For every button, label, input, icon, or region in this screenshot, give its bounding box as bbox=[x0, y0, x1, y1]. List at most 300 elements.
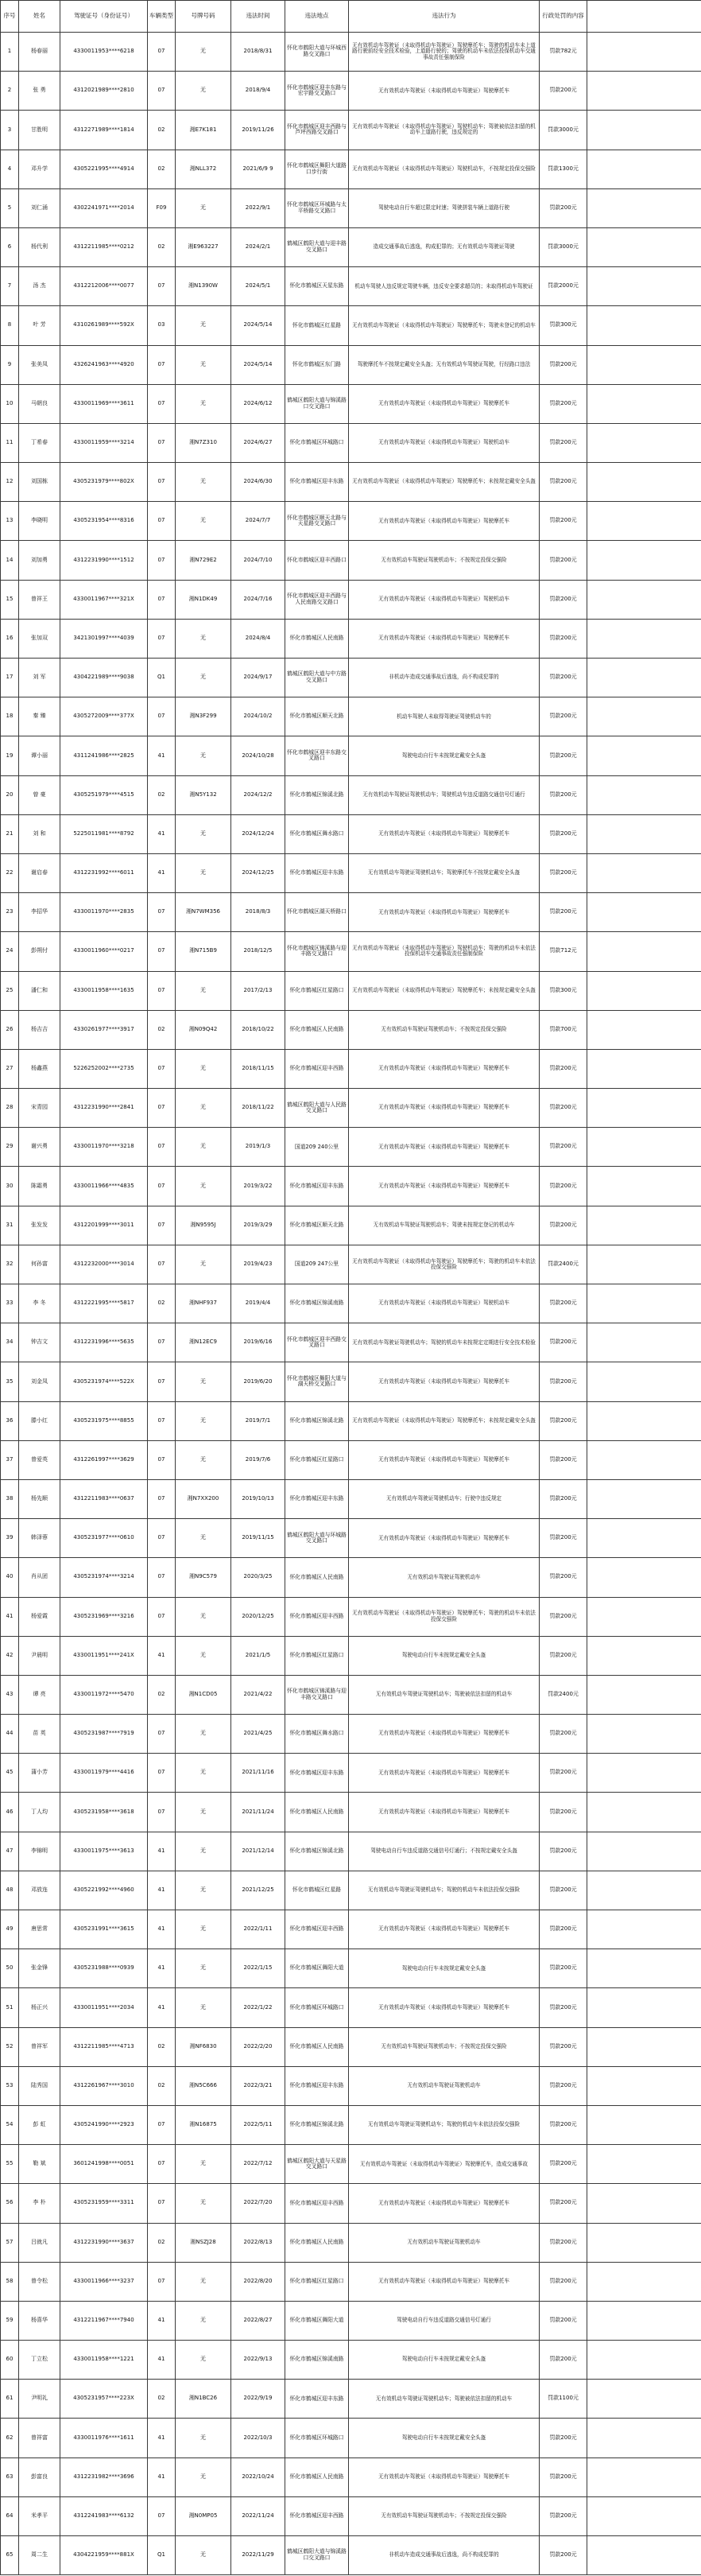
cell-act: 无有效机动车驾驶证（未取得机动车驾驶证）驾驶摩托车；驾驶未登记的机动车 bbox=[349, 306, 540, 345]
cell-spacer bbox=[587, 1010, 701, 1049]
cell-time: 2021/12/14 bbox=[231, 1832, 285, 1871]
cell-plate: 无 bbox=[176, 2145, 231, 2184]
table-row bbox=[1, 853, 701, 892]
cell-license: 4330011979****4416 bbox=[60, 1754, 148, 1793]
cell-spacer bbox=[587, 1479, 701, 1518]
cell-vehicle-class: Q1 bbox=[148, 659, 176, 697]
cell-seq: 57 bbox=[1, 2223, 19, 2262]
cell-plate: 无 bbox=[176, 853, 231, 892]
cell-seq: 23 bbox=[1, 893, 19, 932]
cell-time: 2022/9/1 bbox=[231, 188, 285, 227]
cell-name: 叶 芳 bbox=[19, 306, 60, 345]
cell-place: 怀化市鹤城区环城路口 bbox=[285, 423, 349, 462]
cell-plate: 湘N16875 bbox=[176, 2105, 231, 2144]
cell-vehicle-class: 41 bbox=[148, 1949, 176, 1988]
cell-plate: 无 bbox=[176, 1636, 231, 1675]
cell-name: 杨吉吉 bbox=[19, 1010, 60, 1049]
cell-seq: 41 bbox=[1, 1597, 19, 1636]
cell-act: 无有效机动车驾驶证（未取得机动车驾驶证）驾驶摩托车 bbox=[349, 2262, 540, 2301]
cell-act: 无有效机动车驾驶证驾驶机动车 bbox=[349, 1558, 540, 1597]
cell-name: 李 朴 bbox=[19, 2184, 60, 2223]
table-row bbox=[1, 1949, 701, 1988]
cell-spacer bbox=[587, 227, 701, 266]
cell-penalty: 罚款200元 bbox=[540, 2341, 587, 2380]
cell-time: 2024/8/4 bbox=[231, 619, 285, 658]
table-row bbox=[1, 2341, 701, 2380]
cell-license: 4305241990****2923 bbox=[60, 2105, 148, 2144]
header-seq: 序号 bbox=[1, 1, 19, 33]
cell-act: 无有效机动车驾驶证（未取得机动车驾驶证）驾驶摩托车；未按规定戴安全头盔 bbox=[349, 463, 540, 502]
cell-name: 尹明礼 bbox=[19, 2380, 60, 2419]
cell-penalty: 罚款200元 bbox=[540, 1049, 587, 1088]
cell-spacer bbox=[587, 72, 701, 111]
cell-vehicle-class: 41 bbox=[148, 736, 176, 775]
cell-act: 无有效机动车驾驶证（未取得机动车驾驶证）驾驶摩托车 bbox=[349, 814, 540, 853]
cell-place: 国道209 240公里 bbox=[285, 1128, 349, 1167]
cell-act: 非机动车造成交通事故后逃逸，尚不构成犯罪的 bbox=[349, 2536, 540, 2575]
cell-time: 2024/6/27 bbox=[231, 423, 285, 462]
cell-seq: 63 bbox=[1, 2457, 19, 2496]
cell-penalty: 罚款200元 bbox=[540, 345, 587, 384]
cell-penalty: 罚款200元 bbox=[540, 1832, 587, 1871]
cell-spacer bbox=[587, 2341, 701, 2380]
cell-license: 4312231996****5635 bbox=[60, 1323, 148, 1362]
cell-penalty: 罚款200元 bbox=[540, 1519, 587, 1558]
cell-vehicle-class: 07 bbox=[148, 502, 176, 541]
cell-license: 4330011966****3237 bbox=[60, 2262, 148, 2301]
cell-penalty: 罚款1100元 bbox=[540, 2380, 587, 2419]
cell-seq: 48 bbox=[1, 1871, 19, 1910]
cell-vehicle-class: 07 bbox=[148, 1793, 176, 1832]
cell-penalty: 罚款200元 bbox=[540, 1558, 587, 1597]
cell-place: 怀化市鹤城区东门路 bbox=[285, 345, 349, 384]
cell-act: 无有效机动车驾驶证（未取得机动车驾驶证）驾驶摩托车 bbox=[349, 1440, 540, 1479]
cell-spacer bbox=[587, 2536, 701, 2575]
cell-time: 2019/4/4 bbox=[231, 1284, 285, 1323]
cell-penalty: 罚款200元 bbox=[540, 2184, 587, 2223]
cell-name: 韩泽蓉 bbox=[19, 1519, 60, 1558]
cell-license: 4312231982****3696 bbox=[60, 2457, 148, 2496]
cell-seq: 8 bbox=[1, 306, 19, 345]
cell-license: 4305231959****3311 bbox=[60, 2184, 148, 2223]
cell-seq: 22 bbox=[1, 853, 19, 892]
table-row bbox=[1, 111, 701, 150]
cell-name: 秦 臻 bbox=[19, 697, 60, 736]
cell-plate: 湘NLL372 bbox=[176, 150, 231, 188]
cell-license: 4330011976****1611 bbox=[60, 2419, 148, 2457]
cell-place: 鹤城区鹤阳大道与锦溪路口交叉路口 bbox=[285, 384, 349, 423]
cell-vehicle-class: 41 bbox=[148, 1871, 176, 1910]
cell-name: 丁希春 bbox=[19, 423, 60, 462]
cell-name: 陈霜勇 bbox=[19, 1167, 60, 1206]
cell-name: 周二生 bbox=[19, 2536, 60, 2575]
cell-seq: 28 bbox=[1, 1089, 19, 1128]
table-row bbox=[1, 1401, 701, 1440]
cell-license: 4312211967****7940 bbox=[60, 2301, 148, 2340]
cell-name: 勒 斌 bbox=[19, 2145, 60, 2184]
cell-seq: 60 bbox=[1, 2341, 19, 2380]
cell-spacer bbox=[587, 1558, 701, 1597]
cell-place: 怀化市鹤城区舞阳大道 bbox=[285, 1949, 349, 1988]
cell-name: 刘金凤 bbox=[19, 1362, 60, 1401]
cell-plate: 无 bbox=[176, 659, 231, 697]
cell-act: 驾驶电动自行车超过限定时速；驾驶拼装车辆上道路行驶 bbox=[349, 188, 540, 227]
cell-seq: 21 bbox=[1, 814, 19, 853]
cell-name: 李锦明 bbox=[19, 1832, 60, 1871]
table-row bbox=[1, 2105, 701, 2144]
cell-place: 怀化市鹤城区锦溪北路 bbox=[285, 1832, 349, 1871]
cell-vehicle-class: 07 bbox=[148, 1206, 176, 1245]
cell-license: 4305251979****4515 bbox=[60, 775, 148, 814]
cell-license: 5225011981****8792 bbox=[60, 814, 148, 853]
cell-spacer bbox=[587, 1284, 701, 1323]
header-license: 驾驶证号（身份证号） bbox=[60, 1, 148, 33]
table-row bbox=[1, 736, 701, 775]
cell-place: 鹤城区鹤阳大道与锦溪路口交叉路口 bbox=[285, 2536, 349, 2575]
cell-license: 4330011959****3214 bbox=[60, 423, 148, 462]
cell-plate: 无 bbox=[176, 2536, 231, 2575]
cell-spacer bbox=[587, 1362, 701, 1401]
cell-spacer bbox=[587, 2419, 701, 2457]
cell-seq: 14 bbox=[1, 541, 19, 580]
cell-license: 4330011970****3218 bbox=[60, 1128, 148, 1167]
cell-spacer bbox=[587, 971, 701, 1010]
cell-vehicle-class: 07 bbox=[148, 72, 176, 111]
cell-time: 2024/7/10 bbox=[231, 541, 285, 580]
cell-time: 2019/7/6 bbox=[231, 1440, 285, 1479]
cell-plate: 无 bbox=[176, 1440, 231, 1479]
cell-act: 无有效机动车驾驶证驾驶机动车；不按规定投保交强险 bbox=[349, 2027, 540, 2066]
cell-time: 2024/2/1 bbox=[231, 227, 285, 266]
cell-time: 2021/11/24 bbox=[231, 1793, 285, 1832]
cell-name: 刘 军 bbox=[19, 659, 60, 697]
table-row bbox=[1, 1636, 701, 1675]
cell-license: 4312231990****2841 bbox=[60, 1089, 148, 1128]
cell-place: 怀化市鹤城区人民南路 bbox=[285, 2223, 349, 2262]
cell-plate: 无 bbox=[176, 1597, 231, 1636]
cell-place: 怀化市鹤城区舞水路口 bbox=[285, 1715, 349, 1754]
cell-name: 邓升学 bbox=[19, 150, 60, 188]
cell-place: 怀化市鹤城区人民南路 bbox=[285, 619, 349, 658]
cell-seq: 16 bbox=[1, 619, 19, 658]
cell-time: 2017/2/13 bbox=[231, 971, 285, 1010]
cell-seq: 38 bbox=[1, 1479, 19, 1518]
cell-seq: 54 bbox=[1, 2105, 19, 2144]
cell-penalty: 罚款200元 bbox=[540, 2301, 587, 2340]
cell-place: 鹤城区鹤阳大道与环城路交叉路口 bbox=[285, 1519, 349, 1558]
cell-vehicle-class: 07 bbox=[148, 384, 176, 423]
cell-vehicle-class: 07 bbox=[148, 1401, 176, 1440]
cell-place: 怀化市鹤城区舞水路口 bbox=[285, 814, 349, 853]
cell-penalty: 罚款200元 bbox=[540, 2457, 587, 2496]
cell-plate: 无 bbox=[176, 619, 231, 658]
cell-spacer bbox=[587, 1636, 701, 1675]
cell-penalty: 罚款200元 bbox=[540, 1401, 587, 1440]
cell-spacer bbox=[587, 1871, 701, 1910]
table-row bbox=[1, 33, 701, 72]
cell-plate: 湘N9C579 bbox=[176, 1558, 231, 1597]
cell-penalty: 罚款200元 bbox=[540, 2066, 587, 2105]
cell-plate: 无 bbox=[176, 1949, 231, 1988]
cell-seq: 2 bbox=[1, 72, 19, 111]
cell-penalty: 罚款200元 bbox=[540, 619, 587, 658]
cell-time: 2022/1/22 bbox=[231, 1988, 285, 2027]
cell-place: 怀化市鹤城区迎丰西路 bbox=[285, 1910, 349, 1949]
table-row bbox=[1, 1206, 701, 1245]
cell-plate: 无 bbox=[176, 2457, 231, 2496]
cell-act: 驾驶摩托车不按规定戴安全头盔；无有效机动车驾驶证驾驶，行经路口违法 bbox=[349, 345, 540, 384]
cell-penalty: 罚款200元 bbox=[540, 697, 587, 736]
cell-place: 怀化市鹤阳大道与环城西路交叉路口 bbox=[285, 33, 349, 72]
cell-spacer bbox=[587, 1049, 701, 1088]
cell-license: 4330011960****0217 bbox=[60, 932, 148, 971]
cell-place: 怀化市鹤城区环城路与太平桥路交叉路口 bbox=[285, 188, 349, 227]
cell-name: 唐思常 bbox=[19, 1910, 60, 1949]
cell-license: 4330011951****241X bbox=[60, 1636, 148, 1675]
cell-place: 怀化市鹤城区迎丰东路 bbox=[285, 2380, 349, 2419]
header-place: 违法地点 bbox=[285, 1, 349, 33]
cell-place: 怀化市鹤城区迎丰东路 bbox=[285, 1754, 349, 1793]
cell-plate: 湘E7K181 bbox=[176, 111, 231, 150]
cell-spacer bbox=[587, 1089, 701, 1128]
cell-license: 4330011951****2034 bbox=[60, 1988, 148, 2027]
cell-time: 2018/11/15 bbox=[231, 1049, 285, 1088]
cell-seq: 46 bbox=[1, 1793, 19, 1832]
cell-spacer bbox=[587, 2184, 701, 2223]
cell-seq: 6 bbox=[1, 227, 19, 266]
cell-seq: 43 bbox=[1, 1675, 19, 1714]
table-row bbox=[1, 150, 701, 188]
cell-spacer bbox=[587, 1988, 701, 2027]
cell-plate: 无 bbox=[176, 1519, 231, 1558]
cell-plate: 湘N1CD05 bbox=[176, 1675, 231, 1714]
cell-act: 无有效机动车驾驶证（未取得机动车驾驶证）驾驶摩托车 bbox=[349, 893, 540, 932]
cell-seq: 1 bbox=[1, 33, 19, 72]
cell-vehicle-class: 02 bbox=[148, 1675, 176, 1714]
cell-time: 2022/5/11 bbox=[231, 2105, 285, 2144]
cell-penalty: 罚款200元 bbox=[540, 2536, 587, 2575]
cell-plate: 湘N9595J bbox=[176, 1206, 231, 1245]
cell-plate: 湘N7Z310 bbox=[176, 423, 231, 462]
cell-place: 怀化市鹤城区锦溪北路 bbox=[285, 1401, 349, 1440]
cell-spacer bbox=[587, 2027, 701, 2066]
cell-seq: 42 bbox=[1, 1636, 19, 1675]
cell-vehicle-class: F09 bbox=[148, 188, 176, 227]
cell-name: 李 冬 bbox=[19, 1284, 60, 1323]
cell-seq: 18 bbox=[1, 697, 19, 736]
cell-time: 2018/10/22 bbox=[231, 1010, 285, 1049]
cell-act: 无有效机动车驾驶证（未取得机动车驾驶证）驾驶摩托车 bbox=[349, 502, 540, 541]
cell-spacer bbox=[587, 893, 701, 932]
cell-penalty: 罚款200元 bbox=[540, 2105, 587, 2144]
header-spacer bbox=[587, 1, 701, 33]
cell-vehicle-class: 41 bbox=[148, 2419, 176, 2457]
cell-place: 怀化市鹤城区迎丰东路 bbox=[285, 463, 349, 502]
cell-act: 无有效机动车驾驶证驾驶机动车；行驶中违反规定 bbox=[349, 1479, 540, 1518]
cell-time: 2019/6/20 bbox=[231, 1362, 285, 1401]
cell-seq: 30 bbox=[1, 1167, 19, 1206]
cell-place: 怀化市鹤城区舞阳大道与湖天桥交叉路口 bbox=[285, 1362, 349, 1401]
cell-name: 刘加勇 bbox=[19, 541, 60, 580]
cell-spacer bbox=[587, 1167, 701, 1206]
cell-act: 无有效机动车驾驶证（未取得机动车驾驶证）驾驶机动车 bbox=[349, 423, 540, 462]
table-row bbox=[1, 697, 701, 736]
cell-license: 4312211983****0637 bbox=[60, 1479, 148, 1518]
cell-license: 4312231990****3637 bbox=[60, 2223, 148, 2262]
table-row bbox=[1, 306, 701, 345]
cell-penalty: 罚款200元 bbox=[540, 502, 587, 541]
cell-license: 4312231990****1512 bbox=[60, 541, 148, 580]
cell-penalty: 罚款200元 bbox=[540, 1754, 587, 1793]
cell-time: 2021/11/16 bbox=[231, 1754, 285, 1793]
cell-spacer bbox=[587, 932, 701, 971]
cell-spacer bbox=[587, 2105, 701, 2144]
cell-vehicle-class: 07 bbox=[148, 1440, 176, 1479]
cell-license: 3601241998****0051 bbox=[60, 2145, 148, 2184]
cell-penalty: 罚款200元 bbox=[540, 1323, 587, 1362]
cell-name: 杨爱霞 bbox=[19, 1597, 60, 1636]
cell-license: 4305231988****0939 bbox=[60, 1949, 148, 1988]
table-row bbox=[1, 2262, 701, 2301]
cell-spacer bbox=[587, 1597, 701, 1636]
cell-plate: 无 bbox=[176, 1049, 231, 1088]
cell-spacer bbox=[587, 619, 701, 658]
cell-time: 2019/6/16 bbox=[231, 1323, 285, 1362]
cell-plate: 无 bbox=[176, 1401, 231, 1440]
cell-vehicle-class: 41 bbox=[148, 853, 176, 892]
cell-place: 怀化市鹤城区人民南路 bbox=[285, 1558, 349, 1597]
cell-spacer bbox=[587, 1519, 701, 1558]
cell-place: 怀化市鹤城区红星路 bbox=[285, 1871, 349, 1910]
cell-license: 4312271989****1814 bbox=[60, 111, 148, 150]
cell-name: 宋青园 bbox=[19, 1089, 60, 1128]
table-row bbox=[1, 2457, 701, 2496]
cell-act: 无有效机动车驾驶证（未取得机动车驾驶证）驾驶机动车 bbox=[349, 1284, 540, 1323]
cell-spacer bbox=[587, 423, 701, 462]
cell-penalty: 罚款200元 bbox=[540, 2145, 587, 2184]
cell-place: 怀化市鹤城区迎丰东路与宏宇路交叉路口 bbox=[285, 72, 349, 111]
cell-license: 4305231975****8855 bbox=[60, 1401, 148, 1440]
cell-place: 怀化市鹤城区顺天北路 bbox=[285, 697, 349, 736]
cell-penalty: 罚款2400元 bbox=[540, 1675, 587, 1714]
cell-name: 杨代利 bbox=[19, 227, 60, 266]
cell-license: 4330011958****1221 bbox=[60, 2341, 148, 2380]
cell-place: 怀化市鹤城区天星东路 bbox=[285, 267, 349, 306]
cell-spacer bbox=[587, 814, 701, 853]
cell-plate: 无 bbox=[176, 814, 231, 853]
cell-plate: 无 bbox=[176, 1089, 231, 1128]
table-row bbox=[1, 1089, 701, 1128]
cell-plate: 湘N12EC9 bbox=[176, 1323, 231, 1362]
cell-spacer bbox=[587, 1754, 701, 1793]
table-row bbox=[1, 1479, 701, 1518]
table-row bbox=[1, 2145, 701, 2184]
cell-name: 谢兴勇 bbox=[19, 1128, 60, 1167]
cell-time: 2018/8/31 bbox=[231, 33, 285, 72]
cell-license: 4305231979****802X bbox=[60, 463, 148, 502]
cell-license: 4330011953****6218 bbox=[60, 33, 148, 72]
cell-act: 无有效机动车驾驶证（未取得机动车驾驶证）驾驶摩托车 bbox=[349, 72, 540, 111]
cell-name: 谭 亮 bbox=[19, 1675, 60, 1714]
cell-name: 米孝平 bbox=[19, 2496, 60, 2535]
cell-penalty: 罚款200元 bbox=[540, 188, 587, 227]
cell-seq: 20 bbox=[1, 775, 19, 814]
cell-place: 怀化市鹤城区人民南路 bbox=[285, 1010, 349, 1049]
cell-penalty: 罚款200元 bbox=[540, 1949, 587, 1988]
cell-plate: 无 bbox=[176, 2262, 231, 2301]
cell-seq: 65 bbox=[1, 2536, 19, 2575]
cell-act: 无有效机动车驾驶证（未取得机动车驾驶证）驾驶摩托车 bbox=[349, 1049, 540, 1088]
cell-act: 无有效机动车驾驶证（未取得机动车驾驶证）驾驶摩托车；驾驶的机动车未上道路行驶前经安全技术检验，上道路行驶的；驾驶的机动车未依法投保机动车交通事故责任强制保险 bbox=[349, 33, 540, 72]
cell-act: 无有效机动车驾驶证驾驶机动车；不按规定投保交强险 bbox=[349, 541, 540, 580]
cell-spacer bbox=[587, 1910, 701, 1949]
cell-time: 2022/1/15 bbox=[231, 1949, 285, 1988]
cell-time: 2022/8/20 bbox=[231, 2262, 285, 2301]
cell-spacer bbox=[587, 2496, 701, 2535]
table-row bbox=[1, 1284, 701, 1323]
cell-time: 2018/9/4 bbox=[231, 72, 285, 111]
cell-act: 无有效机动车驾驶证（未取得机动车驾驶证）驾驶机动车；驾驶的机动车未依法投保机动车交通事故责任强制保险 bbox=[349, 932, 540, 971]
cell-seq: 11 bbox=[1, 423, 19, 462]
cell-act: 无有效机动车驾驶证（未取得机动车驾驶证）驾驶摩托车；驾驶的机动车未依法投保交强险 bbox=[349, 1245, 540, 1284]
cell-penalty: 罚款200元 bbox=[540, 1910, 587, 1949]
table-row bbox=[1, 1440, 701, 1479]
cell-spacer bbox=[587, 2457, 701, 2496]
cell-spacer bbox=[587, 2262, 701, 2301]
cell-plate: 无 bbox=[176, 188, 231, 227]
cell-vehicle-class: 07 bbox=[148, 423, 176, 462]
cell-place: 怀化市鹤城区锦溪路与迎丰路交叉路口 bbox=[285, 1675, 349, 1714]
cell-license: 4330011975****3613 bbox=[60, 1832, 148, 1871]
cell-license: 3421301997****4039 bbox=[60, 619, 148, 658]
cell-vehicle-class: 07 bbox=[148, 541, 176, 580]
cell-spacer bbox=[587, 1949, 701, 1988]
cell-name: 吕就凡 bbox=[19, 2223, 60, 2262]
cell-name: 曾祥王 bbox=[19, 580, 60, 619]
cell-vehicle-class: 07 bbox=[148, 580, 176, 619]
cell-seq: 19 bbox=[1, 736, 19, 775]
cell-spacer bbox=[587, 2223, 701, 2262]
cell-penalty: 罚款200元 bbox=[540, 1362, 587, 1401]
cell-penalty: 罚款200元 bbox=[540, 1636, 587, 1675]
cell-plate: 无 bbox=[176, 2341, 231, 2380]
cell-penalty: 罚款200元 bbox=[540, 72, 587, 111]
cell-place: 怀化市鹤城区红星路口 bbox=[285, 971, 349, 1010]
cell-time: 2019/4/23 bbox=[231, 1245, 285, 1284]
cell-license: 4312261967****3010 bbox=[60, 2066, 148, 2105]
cell-act: 无有效机动车驾驶证驾驶机动车；不按规定投保交强险 bbox=[349, 1010, 540, 1049]
cell-name: 邓放连 bbox=[19, 1871, 60, 1910]
cell-act: 驾驶电动自行车未按规定戴安全头盔 bbox=[349, 2419, 540, 2457]
cell-vehicle-class: 02 bbox=[148, 150, 176, 188]
cell-plate: 无 bbox=[176, 1988, 231, 2027]
table-row bbox=[1, 502, 701, 541]
cell-plate: 湘NSZJ28 bbox=[176, 2223, 231, 2262]
cell-spacer bbox=[587, 267, 701, 306]
cell-seq: 39 bbox=[1, 1519, 19, 1558]
cell-place: 怀化市鹤城区人民南路 bbox=[285, 2457, 349, 2496]
cell-seq: 59 bbox=[1, 2301, 19, 2340]
table-row bbox=[1, 932, 701, 971]
cell-vehicle-class: 07 bbox=[148, 1362, 176, 1401]
cell-penalty: 罚款200元 bbox=[540, 1128, 587, 1167]
cell-act: 无有效机动车驾驶证（未取得机动车驾驶证）驾驶摩托车 bbox=[349, 1128, 540, 1167]
cell-time: 2022/11/24 bbox=[231, 2496, 285, 2535]
cell-spacer bbox=[587, 502, 701, 541]
cell-seq: 10 bbox=[1, 384, 19, 423]
cell-vehicle-class: 41 bbox=[148, 1636, 176, 1675]
cell-vehicle-class: 07 bbox=[148, 1245, 176, 1284]
